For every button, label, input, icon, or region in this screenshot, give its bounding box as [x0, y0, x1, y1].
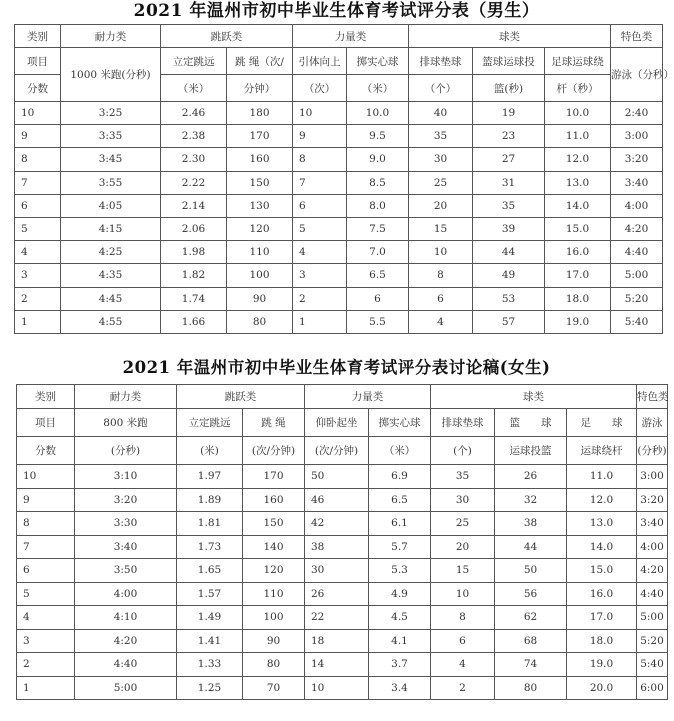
- table-cell: 6.5: [347, 264, 409, 287]
- score-cell: 9: [17, 488, 75, 512]
- table-cell: 18.0: [545, 287, 611, 310]
- header-ball: 球类: [431, 385, 637, 409]
- table-cell: 4:00: [75, 582, 177, 606]
- table-cell: 12.0: [545, 148, 611, 171]
- table-cell: 44: [473, 241, 545, 264]
- table-cell: 15: [431, 559, 495, 583]
- table-cell: 14.0: [545, 194, 611, 217]
- table-row: [15, 148, 663, 171]
- table-row: [17, 606, 668, 630]
- table-cell: 22: [305, 606, 369, 630]
- table-cell: 3:40: [75, 535, 177, 559]
- table-cell: 44: [495, 535, 567, 559]
- table-cell: 160: [227, 148, 293, 171]
- table-cell: 10.0: [545, 102, 611, 125]
- table-row: [15, 264, 663, 287]
- table-cell: 19: [473, 102, 545, 125]
- table-cell: 17.0: [545, 264, 611, 287]
- table-cell: 1.57: [177, 582, 243, 606]
- table-cell: 10: [409, 241, 473, 264]
- table-cell: 1.49: [177, 606, 243, 630]
- table-cell: 46: [305, 488, 369, 512]
- table-cell: 6.9: [369, 465, 431, 489]
- table-cell: 4:10: [75, 606, 177, 630]
- header-basketball-unit: 篮(秒): [473, 75, 545, 102]
- header-special: 特色类: [611, 25, 663, 48]
- score-cell: 10: [17, 465, 75, 489]
- table-cell: 2.14: [161, 194, 227, 217]
- table-cell: 3:30: [75, 512, 177, 536]
- table-cell: 2:40: [611, 102, 663, 125]
- table-cell: 13.0: [567, 512, 637, 536]
- score-cell: 2: [17, 653, 75, 677]
- table-cell: 140: [243, 535, 305, 559]
- table-cell: 4:05: [61, 194, 161, 217]
- table-row: [15, 217, 663, 240]
- header-standing-jump: 立定跳远: [177, 409, 243, 437]
- score-cell: 1: [17, 676, 75, 700]
- table-cell: 17.0: [567, 606, 637, 630]
- table-cell: 8: [409, 264, 473, 287]
- table-cell: 3:35: [61, 125, 161, 148]
- table-cell: 62: [495, 606, 567, 630]
- table-cell: 2: [293, 287, 347, 310]
- table-cell: 1.65: [177, 559, 243, 583]
- table-cell: 1: [293, 310, 347, 333]
- table-cell: 42: [305, 512, 369, 536]
- table-cell: 4:40: [637, 582, 668, 606]
- score-cell: 5: [17, 582, 75, 606]
- table-cell: 4:55: [61, 310, 161, 333]
- table-cell: 4:20: [637, 559, 668, 583]
- table-cell: 4: [409, 310, 473, 333]
- table-cell: 4: [293, 241, 347, 264]
- table-cell: 4:00: [611, 194, 663, 217]
- table-cell: 4: [431, 653, 495, 677]
- table-row: [17, 559, 668, 583]
- table-cell: 100: [227, 264, 293, 287]
- table-cell: 18: [305, 629, 369, 653]
- table-cell: 6:00: [637, 676, 668, 700]
- table-cell: 16.0: [545, 241, 611, 264]
- table-row: [17, 535, 668, 559]
- header-basketball-unit: 运球投篮: [495, 437, 567, 465]
- female-score-table: [16, 384, 668, 700]
- table-cell: 5:20: [637, 629, 668, 653]
- table-cell: 35: [473, 194, 545, 217]
- header-pullup: 引体向上: [293, 48, 347, 75]
- table-cell: 5.7: [369, 535, 431, 559]
- table-cell: 150: [243, 512, 305, 536]
- score-cell: 5: [15, 217, 61, 240]
- table-cell: 3:45: [61, 148, 161, 171]
- table-cell: 23: [473, 125, 545, 148]
- table-cell: 25: [409, 171, 473, 194]
- header-situp-unit: (次/分钟): [305, 437, 369, 465]
- table-cell: 110: [227, 241, 293, 264]
- table-cell: 3:20: [75, 488, 177, 512]
- table-cell: 6.1: [369, 512, 431, 536]
- table-cell: 1.89: [177, 488, 243, 512]
- table-cell: 2.06: [161, 217, 227, 240]
- table-cell: 35: [409, 125, 473, 148]
- header-rope: 跳 绳: [243, 409, 305, 437]
- table-cell: 2.22: [161, 171, 227, 194]
- table-cell: 30: [305, 559, 369, 583]
- table-cell: 5.3: [369, 559, 431, 583]
- table-cell: 12.0: [567, 488, 637, 512]
- table-row: [17, 676, 668, 700]
- table-cell: 1.73: [177, 535, 243, 559]
- table-cell: 6: [409, 287, 473, 310]
- table-cell: 4:35: [61, 264, 161, 287]
- table-cell: 4.5: [369, 606, 431, 630]
- table-cell: 100: [243, 606, 305, 630]
- table-cell: 3:00: [611, 125, 663, 148]
- table-cell: 7.5: [347, 217, 409, 240]
- male-score-table: [14, 24, 674, 334]
- table-row: [15, 171, 663, 194]
- header-swim: 游泳: [637, 409, 668, 437]
- table-cell: 90: [243, 629, 305, 653]
- header-endurance: 耐力类: [75, 385, 177, 409]
- header-swim: 游泳（分秒）: [611, 48, 663, 102]
- header-volley: 排球垫球: [431, 409, 495, 437]
- table-cell: 4:00: [637, 535, 668, 559]
- header-run: 800 米跑: [75, 409, 177, 437]
- table-cell: 30: [409, 148, 473, 171]
- table-cell: 31: [473, 171, 545, 194]
- table-cell: 5: [293, 217, 347, 240]
- table-cell: 6: [293, 194, 347, 217]
- table-row: [17, 582, 668, 606]
- table-cell: 20: [409, 194, 473, 217]
- table-cell: 8: [431, 606, 495, 630]
- header-volley: 排球垫球: [409, 48, 473, 75]
- table-cell: 7: [293, 171, 347, 194]
- table-row: [15, 194, 663, 217]
- table-cell: 6.5: [369, 488, 431, 512]
- table-cell: 3:25: [61, 102, 161, 125]
- table-cell: 5.5: [347, 310, 409, 333]
- table-cell: 49: [473, 264, 545, 287]
- table-cell: 9.0: [347, 148, 409, 171]
- table-cell: 1.98: [161, 241, 227, 264]
- header-rope-unit: 分钟）: [227, 75, 293, 102]
- table-cell: 1.74: [161, 287, 227, 310]
- table-row: [17, 629, 668, 653]
- header-kind: 类别: [15, 25, 61, 48]
- header-special: 特色类: [637, 385, 668, 409]
- table-cell: 26: [305, 582, 369, 606]
- male-table-title: 2021 年温州市初中毕业生体育考试评分表（男生）: [133, 1, 540, 21]
- table-cell: 74: [495, 653, 567, 677]
- table-cell: 56: [495, 582, 567, 606]
- table-cell: 38: [495, 512, 567, 536]
- score-cell: 8: [17, 512, 75, 536]
- table-row: [17, 488, 668, 512]
- header-strength: 力量类: [293, 25, 409, 48]
- table-cell: 57: [473, 310, 545, 333]
- table-cell: 20: [431, 535, 495, 559]
- score-cell: 7: [15, 171, 61, 194]
- score-cell: 4: [17, 606, 75, 630]
- header-swim-unit: (分秒): [637, 437, 668, 465]
- table-cell: 7.0: [347, 241, 409, 264]
- table-cell: 10: [431, 582, 495, 606]
- header-standing-jump-unit: （米）: [161, 75, 227, 102]
- table-cell: 2: [431, 676, 495, 700]
- table-cell: 11.0: [545, 125, 611, 148]
- table-cell: 150: [227, 171, 293, 194]
- table-cell: 3: [293, 264, 347, 287]
- table-cell: 25: [431, 512, 495, 536]
- table-cell: 4:40: [75, 653, 177, 677]
- header-situp: 仰卧起坐: [305, 409, 369, 437]
- table-cell: 1.66: [161, 310, 227, 333]
- table-cell: 1.97: [177, 465, 243, 489]
- table-cell: 110: [243, 582, 305, 606]
- table-cell: 5:40: [637, 653, 668, 677]
- table-cell: 15.0: [545, 217, 611, 240]
- table-cell: 3:10: [75, 465, 177, 489]
- header-jump: 跳跃类: [177, 385, 305, 409]
- score-cell: 10: [15, 102, 61, 125]
- header-jump: 跳跃类: [161, 25, 293, 48]
- table-row: [15, 287, 663, 310]
- header-run-unit: (分秒): [75, 437, 177, 465]
- header-score: 分数: [17, 437, 75, 465]
- table-cell: 5:00: [611, 264, 663, 287]
- table-cell: 5:20: [611, 287, 663, 310]
- header-medball: 掷实心球: [347, 48, 409, 75]
- table-cell: 19.0: [567, 653, 637, 677]
- header-medball-unit: （米）: [369, 437, 431, 465]
- score-cell: 6: [17, 559, 75, 583]
- header-item: 项目: [17, 409, 75, 437]
- table-cell: 14: [305, 653, 369, 677]
- header-volley-unit: (个): [431, 437, 495, 465]
- header-medball-unit: （米）: [347, 75, 409, 102]
- table-cell: 1.41: [177, 629, 243, 653]
- score-cell: 1: [15, 310, 61, 333]
- table-cell: 68: [495, 629, 567, 653]
- table-cell: 3.4: [369, 676, 431, 700]
- table-cell: 3:55: [61, 171, 161, 194]
- table-cell: 8: [293, 148, 347, 171]
- table-cell: 8.0: [347, 194, 409, 217]
- table-cell: 120: [243, 559, 305, 583]
- table-cell: 70: [243, 676, 305, 700]
- table-cell: 27: [473, 148, 545, 171]
- score-cell: 4: [15, 241, 61, 264]
- table-cell: 3:40: [611, 171, 663, 194]
- table-cell: 19.0: [545, 310, 611, 333]
- header-rope: 跳 绳（次/: [227, 48, 293, 75]
- table-cell: 15: [409, 217, 473, 240]
- table-cell: 130: [227, 194, 293, 217]
- table-cell: 10: [305, 676, 369, 700]
- table-cell: 4.1: [369, 629, 431, 653]
- table-cell: 50: [495, 559, 567, 583]
- table-cell: 50: [305, 465, 369, 489]
- header-soccer-unit: 运球绕杆: [567, 437, 637, 465]
- table-cell: 5:00: [637, 606, 668, 630]
- score-cell: 3: [17, 629, 75, 653]
- header-score: 分数: [15, 75, 61, 102]
- table-cell: 80: [495, 676, 567, 700]
- table-cell: 1.81: [177, 512, 243, 536]
- table-cell: 4:40: [611, 241, 663, 264]
- header-endurance: 耐力类: [61, 25, 161, 48]
- table-cell: 4:20: [611, 217, 663, 240]
- table-cell: 6: [347, 287, 409, 310]
- table-cell: 9: [293, 125, 347, 148]
- table-cell: 10.0: [347, 102, 409, 125]
- header-soccer-unit: 杆（秒）: [545, 75, 611, 102]
- table-cell: 180: [227, 102, 293, 125]
- table-cell: 2.30: [161, 148, 227, 171]
- table-cell: 3:20: [611, 148, 663, 171]
- header-volley-unit: （个）: [409, 75, 473, 102]
- table-cell: 4:20: [75, 629, 177, 653]
- header-pullup-unit: （次）: [293, 75, 347, 102]
- table-cell: 38: [305, 535, 369, 559]
- table-cell: 2.46: [161, 102, 227, 125]
- table-cell: 80: [243, 653, 305, 677]
- header-standing-jump: 立定跳远: [161, 48, 227, 75]
- table-cell: 1.82: [161, 264, 227, 287]
- header-ball: 球类: [409, 25, 611, 48]
- table-cell: 35: [431, 465, 495, 489]
- table-cell: 3:50: [75, 559, 177, 583]
- table-cell: 18.0: [567, 629, 637, 653]
- score-cell: 8: [15, 148, 61, 171]
- table-cell: 90: [227, 287, 293, 310]
- header-rope-unit: (次/分钟): [243, 437, 305, 465]
- table-cell: 9.5: [347, 125, 409, 148]
- header-basketball: 篮球运球投: [473, 48, 545, 75]
- table-cell: 16.0: [567, 582, 637, 606]
- header-run: 1000 米跑(分秒): [61, 48, 161, 102]
- header-kind: 类别: [17, 385, 75, 409]
- table-cell: 40: [409, 102, 473, 125]
- score-cell: 7: [17, 535, 75, 559]
- female-table-title: 2021 年温州市初中毕业生体育考试评分表讨论稿(女生): [122, 358, 551, 377]
- header-item: 项目: [15, 48, 61, 75]
- table-row: [17, 512, 668, 536]
- header-medball: 掷实心球: [369, 409, 431, 437]
- table-cell: 120: [227, 217, 293, 240]
- table-cell: 8.5: [347, 171, 409, 194]
- table-cell: 30: [431, 488, 495, 512]
- table-cell: 10: [293, 102, 347, 125]
- table-row: [15, 102, 663, 125]
- table-cell: 170: [243, 465, 305, 489]
- table-cell: 3.7: [369, 653, 431, 677]
- table-cell: 6: [431, 629, 495, 653]
- table-cell: 13.0: [545, 171, 611, 194]
- score-cell: 9: [15, 125, 61, 148]
- header-strength: 力量类: [305, 385, 431, 409]
- header-basketball: 篮 球: [495, 409, 567, 437]
- score-cell: 3: [15, 264, 61, 287]
- table-cell: 1.33: [177, 653, 243, 677]
- table-cell: 4:45: [61, 287, 161, 310]
- table-cell: 20.0: [567, 676, 637, 700]
- header-soccer: 足球运球绕: [545, 48, 611, 75]
- table-cell: 170: [227, 125, 293, 148]
- table-cell: 4:25: [61, 241, 161, 264]
- table-cell: 15.0: [567, 559, 637, 583]
- table-cell: 5:00: [75, 676, 177, 700]
- table-row: [17, 465, 668, 489]
- table-cell: 3:40: [637, 512, 668, 536]
- table-row: [15, 310, 663, 333]
- table-cell: 4:15: [61, 217, 161, 240]
- table-cell: 39: [473, 217, 545, 240]
- table-cell: 5:40: [611, 310, 663, 333]
- score-cell: 6: [15, 194, 61, 217]
- table-cell: 14.0: [567, 535, 637, 559]
- table-cell: 2.38: [161, 125, 227, 148]
- header-standing-jump-unit: (米): [177, 437, 243, 465]
- table-cell: 80: [227, 310, 293, 333]
- table-cell: 32: [495, 488, 567, 512]
- table-cell: 11.0: [567, 465, 637, 489]
- table-row: [17, 653, 668, 677]
- table-cell: 160: [243, 488, 305, 512]
- header-soccer: 足 球: [567, 409, 637, 437]
- table-cell: 26: [495, 465, 567, 489]
- table-cell: 4.9: [369, 582, 431, 606]
- table-row: [15, 125, 663, 148]
- table-cell: 53: [473, 287, 545, 310]
- table-cell: 3:00: [637, 465, 668, 489]
- table-row: [15, 241, 663, 264]
- table-cell: 1.25: [177, 676, 243, 700]
- score-cell: 2: [15, 287, 61, 310]
- table-cell: 3:20: [637, 488, 668, 512]
